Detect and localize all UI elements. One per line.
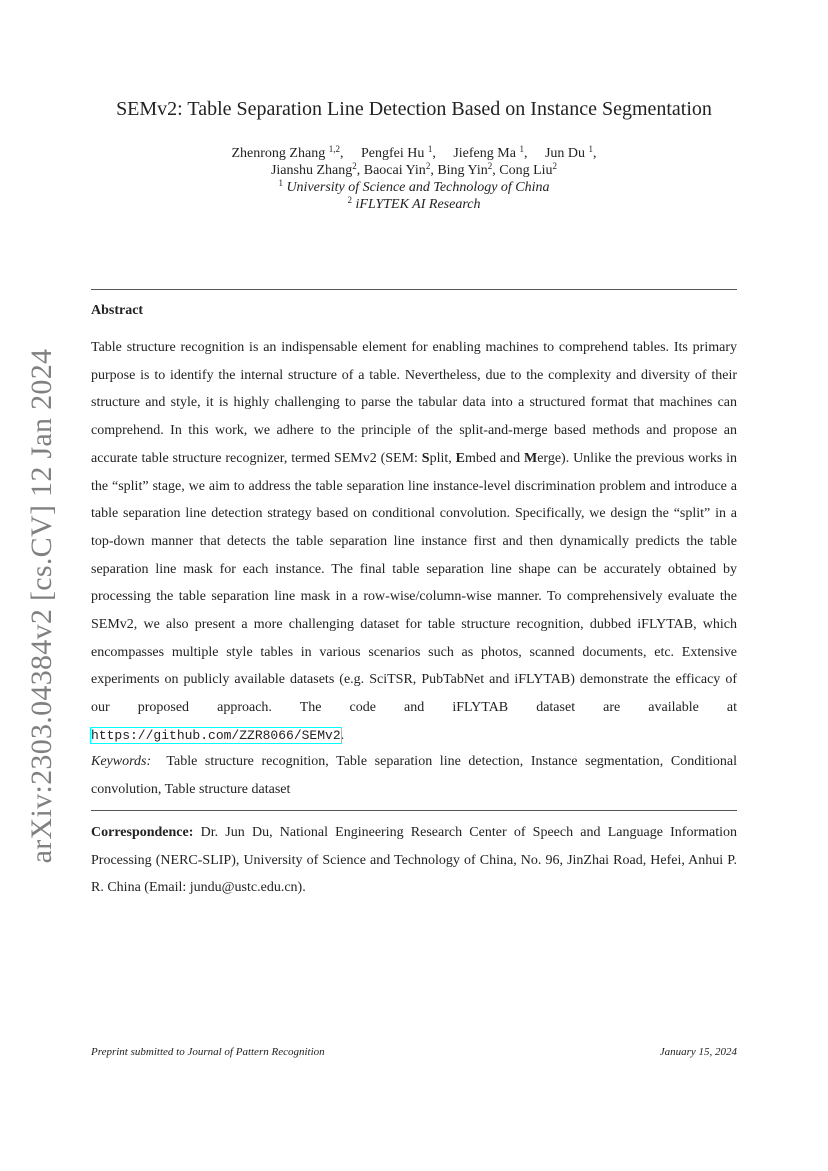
affiliation-name: iFLYTEK AI Research (355, 197, 481, 212)
bottom-divider (91, 810, 737, 811)
sem-word-embed-rest: mbed and (464, 450, 524, 466)
footer-preprint-note: Preprint submitted to Journal of Pattern Recognition (91, 1046, 325, 1058)
affiliation-1 (0, 179, 828, 196)
arxiv-sidebar (22, 348, 62, 864)
paper-title: SEMv2: Table Separation Line Detection Based on Instance Segmentation (116, 98, 712, 120)
author-affiliation-mark: 2 (552, 161, 558, 171)
sem-word-split-rest: plit, (429, 450, 456, 466)
affiliation-mark: 1 (278, 178, 283, 188)
abstract-text-part-2: erge). Unlike the previous works in the “split” stage, we aim to address the table separation line instance-level discrimination problem and introduce a table separation line detection strategy based on conditional convolution. Specifically, we design the “split” in a top-down manner that detects the table separation line instance first and then dynamically predicts the table separation line mask for each instance. The final table separation line shape can be accurately obtained by processing the table separation line mask in a row-wise/column-wise manner. To comprehensively evaluate the SEMv2, we also present a more challenging dataset for table structure recognition, dubbed iFLYTAB, which encompasses multiple style tables in various scenarios such as photos, scanned documents, etc. Extensive experiments on publicly available datasets (e.g. SciTSR, PubTabNet and iFLYTAB) demonstrate the efficacy of our proposed approach. The code and iFLYTAB dataset are available at (91, 450, 738, 716)
author-name: Zhenrong Zhang (231, 146, 326, 161)
correspondence-label: Correspondence: (91, 825, 194, 840)
author-name: Cong Liu (499, 163, 553, 178)
keywords (91, 748, 737, 803)
abstract-text-part-1: Table structure recognition is an indispensable element for enabling machines to comprehend tables. Its primary purpose is to identify the internal structure of a table. Nevertheless, due to the complexity and diversity of their structure and style, it is highly challenging to parse the tabular data into a structured format that machines can comprehend. In this work, we adhere to the principle of the split-and-merge based methods and propose an accurate table structure recognizer, termed SEMv2 (SEM: (91, 340, 737, 466)
abstract-body (91, 334, 737, 750)
author-affiliation-mark: 1 (519, 144, 524, 154)
author-name: Jun Du (544, 146, 585, 161)
footer-date: January 15, 2024 (659, 1046, 737, 1058)
author-name: Jiefeng Ma (453, 146, 516, 161)
affiliation-name: University of Science and Technology of China (286, 180, 550, 195)
abstract-text-end: . (340, 727, 345, 743)
sem-letter-m: M (524, 450, 538, 466)
author-affiliation-mark: 2 (487, 161, 493, 171)
keywords-text: Table structure recognition, Table separation line detection, Instance segmentation, Conditional convolution, Table structure dataset (91, 754, 737, 797)
author-affiliation-mark: 2 (352, 161, 357, 171)
code-repository-link[interactable]: https://github.com/ZZR8066/SEMv2 (91, 727, 341, 743)
arxiv-identifier: arXiv:2303.04384v2 [cs.CV] 12 Jan 2024 (25, 348, 58, 864)
author-line-1: Zhenrong Zhang $^{1,2}$, Pengfei Hu $^1$, Jiefeng Ma $^1$, Jun Du $^1$, (231, 144, 597, 161)
author-name: Jianshu Zhang (270, 163, 353, 178)
author-line-2: Jianshu Zhang$^2$, Baocai Yin$^2$, Bing Yin$^2$, Cong Liu$^2$ (270, 161, 558, 178)
affiliation-mark: 2 (347, 195, 353, 205)
author-name: Pengfei Hu (360, 146, 425, 161)
correspondence (91, 819, 737, 902)
author-name: Bing Yin (437, 163, 488, 178)
author-affiliation-mark: 1,2 (328, 144, 340, 154)
sem-letter-e: E (455, 450, 465, 466)
author-affiliation-mark: 1 (427, 144, 433, 154)
author-name: Baocai Yin (363, 163, 426, 178)
abstract-heading: Abstract (91, 303, 144, 318)
correspondence-text: Dr. Jun Du, National Engineering Research Center of Speech and Language Information Processing (NERC-SLIP), University of Science and Technology of China, No. 96, JinZhai Road, Hefei, Anhui P. R. China (Email: jundu@ustc.edu.cn). (91, 825, 737, 896)
author-affiliation-mark: 1 (588, 144, 593, 154)
keywords-label: Keywords: (91, 754, 152, 769)
top-divider (91, 289, 737, 290)
author-affiliation-mark: 2 (425, 161, 431, 171)
sem-letter-s: S (421, 450, 430, 466)
affiliation-2 (0, 196, 828, 213)
